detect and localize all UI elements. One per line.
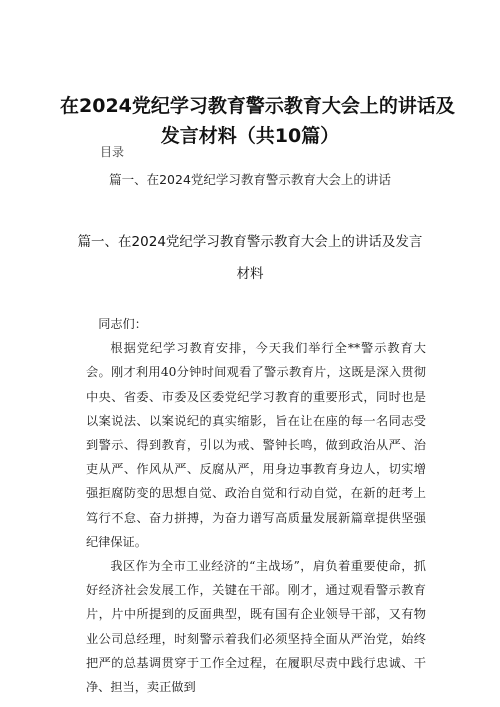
document-title-line2: 发言材料（共10篇） [160, 125, 340, 147]
body-paragraph-1: 根据党纪学习教育安排，今天我们举行全**警示教育大会。刚才利用40分钟时间观看了警示教育片，这既是深入贯彻中央、省委、市委及区委党纪学习教育的重要形式，同时也是以案说法、以案说纪的真实缩影，旨在让在座的每一名同志受到警示、得到教育，引以为戒、警钟长鸣，做到政治从严、治吏从严、作风从严、反腐从严，用身边事教育身边人，切实增强拒腐防变的思想自觉、政治自觉和行动自觉，在新的赶考上笃行不怠、奋力拼搏，为奋力谱写高质量发展新篇章提供坚强纪律保证。 [86, 341, 426, 549]
salutation: 同志们： [98, 317, 147, 331]
document-title-line1: 在2024党纪学习教育警示教育大会上的讲话及 [60, 95, 455, 117]
section-title-line1: 篇一、在2024党纪学习教育警示教育大会上的讲话及发言 [77, 234, 423, 250]
section-title-line2: 材料 [236, 266, 264, 282]
body-text [86, 312, 426, 699]
toc-item-1[interactable]: 篇一、在2024党纪学习教育警示教育大会上的讲话 [109, 172, 391, 187]
toc-label: 目录 [100, 145, 125, 159]
body-paragraph-2: 我区作为全市工业经济的“主战场”，肩负着重要使命，抓好经济社会发展工作，关键在干部。刚才，通过观看警示教育片，片中所提到的反面典型，既有国有企业领导干部，又有物业公司总经理，时刻警示着我们必须坚持全面从严治党，始终把严的总基调贯穿于工作全过程，在履职尽责中践行忠诚、干净、担当，卖正做到 [86, 559, 426, 695]
